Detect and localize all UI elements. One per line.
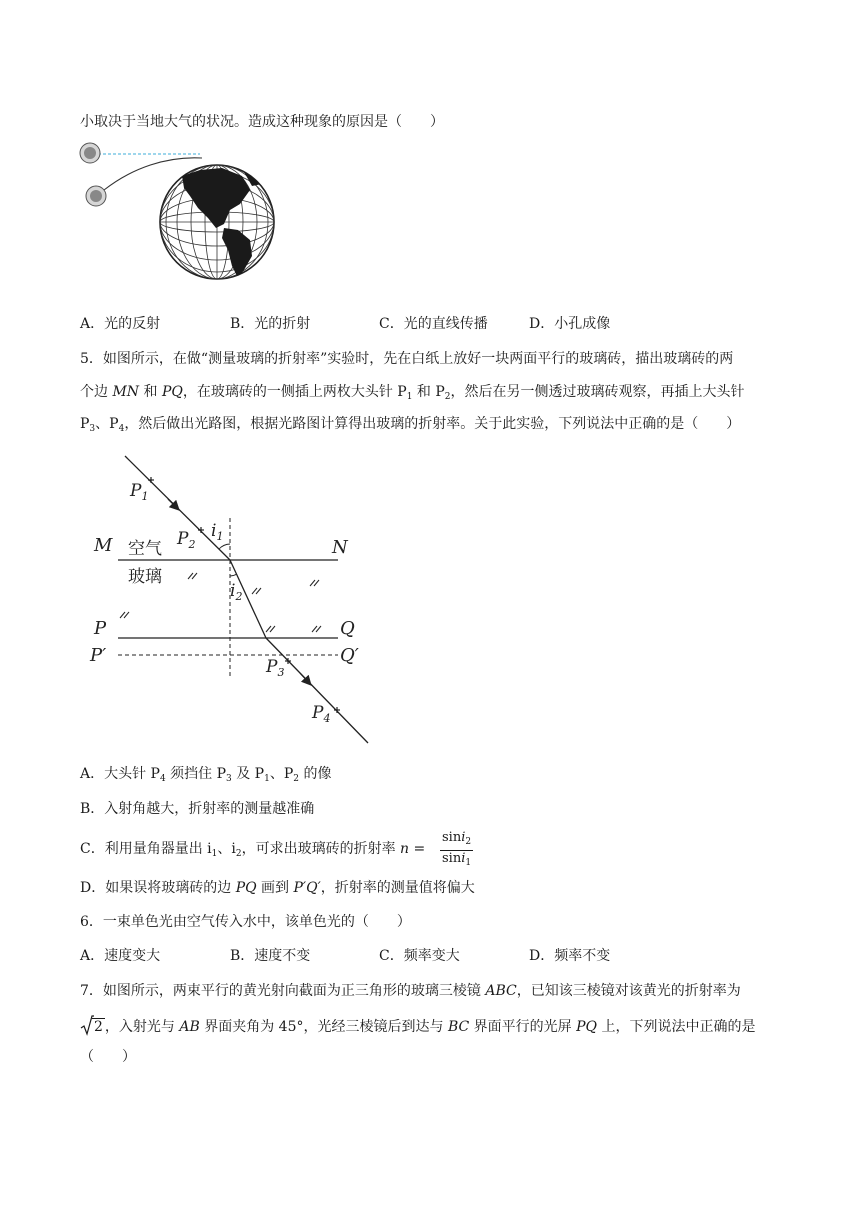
q5-option-d[interactable]: D．如果误将玻璃砖的边 PQ 画到 P′Q′，折射率的测量值将偏大: [80, 880, 475, 896]
q7-stem-line3: （ ）: [80, 1049, 136, 1065]
label-p1: $P_1$: [130, 481, 149, 503]
label-p-prime: P′: [90, 645, 107, 666]
q5-option-c[interactable]: C．利用量角器量出 $i_1$、$i_2$，可求出玻璃砖的折射率 n =: [80, 841, 426, 859]
label-p: P: [94, 618, 107, 639]
q6-stem: 6．一束单色光由空气传入水中，该单色光的（ ）: [80, 914, 411, 930]
earth-sun-figure: [72, 138, 292, 298]
q4-option-d[interactable]: D．小孔成像: [529, 316, 611, 332]
q4-stem-continuation: 小取决于当地大气的状况。造成这种现象的原因是（ ）: [80, 114, 444, 130]
label-q-prime: Q′: [340, 645, 359, 666]
refraction-diagram: [80, 448, 390, 748]
q5-option-b[interactable]: B．入射角越大，折射率的测量越准确: [80, 801, 315, 817]
q6-option-b[interactable]: B．速度不变: [230, 948, 311, 964]
q4-option-a[interactable]: A．光的反射: [80, 316, 161, 332]
q5-stem-line3: $P_3$、$P_4$，然后做出光路图，根据光路图计算得出玻璃的折射率。关于此实验，下列说法中正确的是（ ）: [80, 416, 741, 434]
q4-option-c[interactable]: C．光的直线传播: [379, 316, 488, 332]
label-q: Q: [340, 618, 355, 639]
q5-option-a[interactable]: A．大头针 $P_4$ 须挡住 $P_3$ 及 $P_1$、$P_2$ 的像: [80, 766, 332, 784]
label-air: 空气: [128, 539, 162, 559]
label-glass: 玻璃: [128, 567, 162, 587]
q5-stem-line2: 个边 MN 和 PQ，在玻璃砖的一侧插上两枚大头针 $P_1$ 和 $P_2$，然后在另一侧透过玻璃砖观察，再插上大头针: [80, 384, 745, 402]
label-i1: $i_1$: [211, 521, 224, 543]
label-i2: $i_2$: [230, 581, 243, 603]
q7-stem-line2: 2 ，入射光与 AB 界面夹角为 45°，光经三棱镜后到达与 BC 界面平行的光屏 PQ 上，下列说法中正确的是: [80, 1017, 755, 1037]
label-p2: $P_2$: [177, 529, 196, 551]
sqrt-expression: 2: [80, 1017, 105, 1037]
q5-stem-line1: 5．如图所示，在做“测量玻璃的折射率”实验时，先在白纸上放好一块两面平行的玻璃砖，描出玻璃砖的两: [80, 351, 734, 367]
sun-image-icon: [86, 186, 106, 206]
sun-icon: [80, 143, 100, 163]
label-m: M: [94, 535, 113, 556]
label-p4: $P_4$: [312, 703, 331, 725]
q6-option-d[interactable]: D．频率不变: [529, 948, 611, 964]
q4-option-b[interactable]: B．光的折射: [230, 316, 311, 332]
q6-option-c[interactable]: C．频率变大: [379, 948, 460, 964]
refractive-index-fraction: $\frac{\sin i_2}{\sin i_1}$: [442, 830, 472, 868]
q7-stem-line1: 7．如图所示，两束平行的黄光射向截面为正三角形的玻璃三棱镜 ABC，已知该三棱镜对该黄光的折射率为: [80, 983, 741, 999]
label-p3: $P_3$: [266, 657, 285, 679]
globe-icon: [160, 165, 274, 279]
label-n: N: [332, 537, 348, 558]
q6-option-a[interactable]: A．速度变大: [80, 948, 161, 964]
